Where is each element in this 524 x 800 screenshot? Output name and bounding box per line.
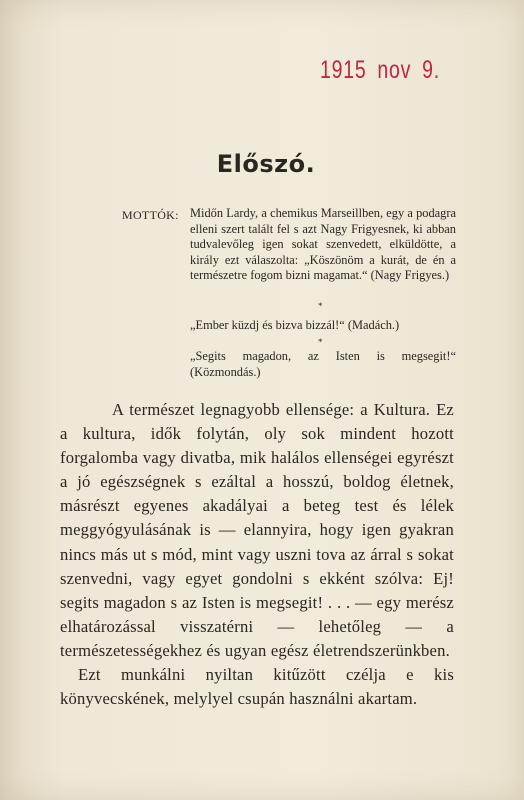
- motto-separator: *: [318, 337, 323, 347]
- stamp-year: 1915: [320, 56, 367, 84]
- motto-first: Midőn Lardy, a chemikus Marseillben, egy a podagra elleni szert talált fel s azt Nagy Frigyesnek, ki abban tudvalevőleg igen sokat szenvedett, elküldötte, a király ezt válaszolta: „Köszönöm a kurát, de én a természetre fogom bizni magamat.“ (Nagy Frigyes.): [190, 206, 456, 282]
- stamp-day: 9.: [422, 56, 440, 84]
- motto-separator: *: [318, 301, 323, 311]
- motto-third: „Segits magadon, az Isten is megsegit!“ (Közmondás.): [190, 349, 456, 379]
- preface-paragraph: Ezt munkálni nyiltan kitűzött czélja e kis könyvecskének, melylyel csupán használni akartam.: [60, 665, 454, 709]
- preface-body: [60, 398, 454, 711]
- date-stamp: [320, 56, 451, 85]
- preface-paragraph: A természet legnagyobb ellensége: a Kultura. Ez a kultura, idők folytán, oly sok mindent hozott forgalomba vagy divatba, mik halálos ellenségei egyrészt a jó egészségnek s ezáltal a hosszú, boldog életnek, másrészt egyenes akadályai a beteg test és lélek meggyógyulásának is — elannyira, hogy igen gyakran nincs más ut s mód, mint vagy uszni tova az árral s sokat szenvedni, vagy egyet gondolni s ekként szólva: Ej! segits magadon s az Isten is megsegit! . . . — egy merész elhatározással visszatérni — lehetőleg — a természetességekhez és ugyan egész életrendszerünkben.: [60, 400, 454, 660]
- motto-second: „Ember küzdj és bizva bizzál!“ (Madách.): [190, 318, 400, 332]
- page-title: Előszó.: [216, 150, 316, 178]
- stamp-month: nov: [377, 56, 412, 84]
- motto-label: MOTTÓK:: [122, 208, 179, 222]
